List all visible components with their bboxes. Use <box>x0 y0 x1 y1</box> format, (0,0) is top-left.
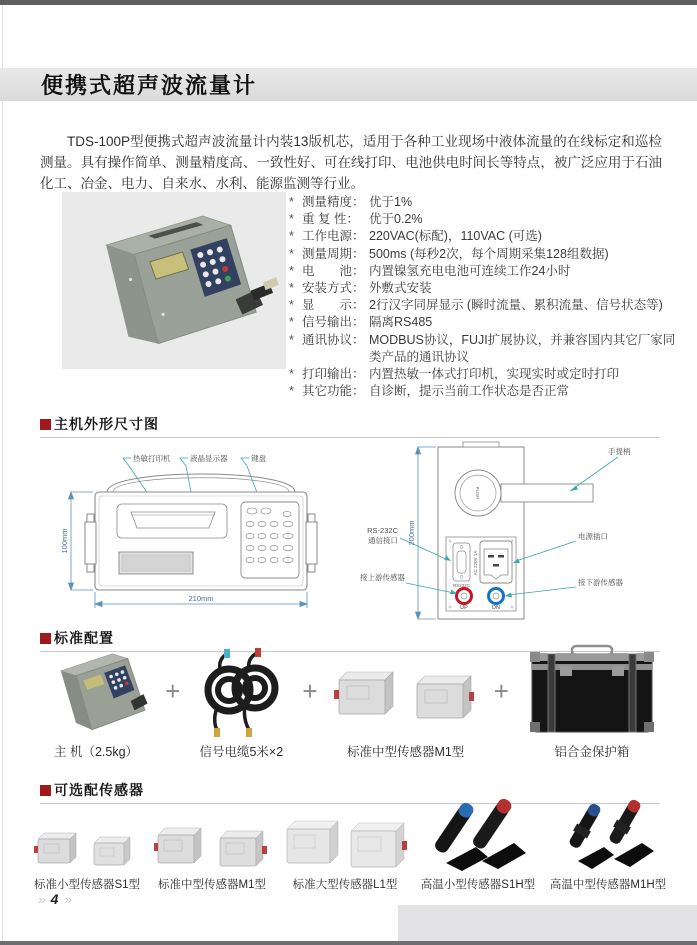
standard-item-main-unit <box>40 648 152 760</box>
spec-row <box>289 314 684 331</box>
spec-label: 重 复 性： <box>302 212 359 227</box>
keypad-callout: 键盘 <box>251 454 266 463</box>
spec-row <box>289 194 684 211</box>
optional-item-m1h <box>548 797 668 892</box>
pager-arrows-left: ›› <box>38 891 45 907</box>
title-band <box>0 68 697 101</box>
section-title: 主机外形尺寸图 <box>54 416 159 432</box>
upstream-callout: 接上游传感器 <box>360 573 405 582</box>
spec-list <box>289 194 684 400</box>
dn-caption: DN <box>492 605 500 611</box>
standard-item-case <box>522 648 662 760</box>
optional-item-l1 <box>282 809 408 892</box>
spec-bullet: * <box>289 229 294 244</box>
spec-label: 打印输出： <box>302 367 365 382</box>
plus-sign: + <box>302 675 318 706</box>
spec-label: 显 示： <box>302 298 365 313</box>
spec-row <box>289 228 684 245</box>
spec-row <box>289 280 684 297</box>
spec-label: 测量周期： <box>302 246 365 261</box>
rear-view-diagram <box>360 437 662 630</box>
optional-item-m1 <box>152 815 272 892</box>
lcd-callout: 液晶显示器 <box>190 454 228 463</box>
spec-value: 内置镍氢充电电池可连续工作24小时 <box>369 263 571 278</box>
printer-callout: 热敏打印机 <box>133 454 171 463</box>
intro-paragraph: TDS-100P型便携式超声波流量计内装13版机芯，适用于各种工业现场中液体流量的在线标定和巡检测量。具有操作简单、测量精度高、一致性好、可在线打印、电池供电时间长等特点，被广泛应用于石油化工、冶金、电力、自来水、水利、能源监测等行业。 <box>40 133 662 191</box>
spec-bullet: * <box>289 281 294 296</box>
spec-row <box>289 246 684 263</box>
page-title: 便携式超声波流量计 <box>41 73 258 98</box>
spec-row <box>289 263 684 280</box>
optional-item-label: 高温中型传感器M1H型 <box>549 879 667 891</box>
cables-image <box>193 648 289 738</box>
spec-value: 220VAC(标配)，110VAC (可选) <box>369 229 542 244</box>
spec-label: 其它功能： <box>302 384 365 399</box>
page-bottom-edge <box>0 941 697 945</box>
sensor-m1h-image <box>548 797 668 873</box>
page-footer <box>38 891 71 907</box>
standard-item-label: 铝合金保护箱 <box>554 745 630 759</box>
optional-item-s1 <box>32 821 142 892</box>
spec-value: MODBUS协议，FUJI扩展协议，并兼容国内其它厂家同类产品的通讯协议 <box>369 332 676 364</box>
page-top-edge <box>0 0 697 5</box>
sensor-l1-image <box>282 809 408 873</box>
page-number: 4 <box>50 891 59 907</box>
optional-item-label: 标准中型传感器M1型 <box>158 879 266 891</box>
front-view-diagram <box>55 444 347 627</box>
pager-arrows-right: ›› <box>64 891 72 907</box>
section-title: 可选配传感器 <box>54 782 144 798</box>
spec-bullet: * <box>289 212 294 227</box>
spec-bullet: * <box>289 195 294 209</box>
up-caption: UP <box>460 605 468 611</box>
standard-item-cables <box>193 648 289 760</box>
page-left-edge <box>2 5 3 941</box>
optional-item-label: 标准小型传感器S1型 <box>33 879 141 891</box>
rs232-callout-line1: RS-232C <box>367 526 398 535</box>
rear-height-dimension: 200mm <box>407 520 416 546</box>
spec-label: 电 池： <box>302 263 365 278</box>
spec-value: 优于1% <box>369 195 413 209</box>
spec-label: 工作电源： <box>302 229 365 244</box>
spec-row <box>289 211 684 228</box>
height-dimension: 100mm <box>60 528 69 554</box>
main-unit-photo-illustration <box>62 192 286 369</box>
product-photo <box>62 192 286 369</box>
spec-label: 安装方式： <box>302 281 365 296</box>
optional-sensors-row <box>32 796 668 892</box>
spec-value: 外敷式安装 <box>369 281 432 296</box>
red-square-icon <box>40 633 51 644</box>
spec-row <box>289 383 684 400</box>
knob-caption: PUSH <box>475 486 480 500</box>
rs232-port-caption: RS232C <box>452 583 471 588</box>
standard-item-sensors <box>331 648 481 760</box>
spec-value: 500ms (每秒2次，每个周期采集128组数据) <box>369 246 609 261</box>
optional-item-s1h <box>418 797 538 892</box>
ac-caption: AC 220V 1A <box>473 550 478 576</box>
sensors-m1-image <box>331 648 481 738</box>
spec-value: 自诊断，提示当前工作状态是否正常 <box>369 384 570 399</box>
spec-bullet: * <box>289 384 294 399</box>
bottom-right-gray-block <box>398 905 697 941</box>
width-dimension: 210mm <box>188 594 214 603</box>
spec-bullet: * <box>289 367 294 382</box>
red-square-icon <box>40 419 51 430</box>
spec-label: 测量精度： <box>302 195 365 209</box>
spec-value: 优于0.2% <box>369 212 423 227</box>
spec-value: 内置热敏一体式打印机，实现实时或定时打印 <box>369 367 620 382</box>
spec-value: 隔离RS485 <box>369 315 433 330</box>
plus-sign: + <box>493 675 509 706</box>
standard-item-label: 主 机（2.5kg） <box>53 745 139 759</box>
handle-callout: 手提柄 <box>608 447 631 456</box>
power-callout: 电源插口 <box>578 532 608 541</box>
section-title: 标准配置 <box>54 630 114 646</box>
optional-item-label: 标准大型传感器L1型 <box>292 879 398 891</box>
optional-item-label: 高温小型传感器S1H型 <box>420 879 536 891</box>
rs232-callout-line2: 通信接口 <box>368 536 398 545</box>
section-header-dimensions <box>40 414 660 438</box>
spec-bullet: * <box>289 298 294 313</box>
standard-config-row <box>40 648 662 760</box>
spec-bullet: * <box>289 315 294 330</box>
spec-label: 通讯协议： <box>302 332 365 347</box>
spec-row <box>289 297 684 314</box>
sensor-s1h-image <box>418 797 538 873</box>
downstream-callout: 接下游传感器 <box>578 578 623 587</box>
spec-bullet: * <box>289 332 294 347</box>
spec-row <box>289 332 684 366</box>
red-square-icon <box>40 785 51 796</box>
standard-item-label: 标准中型传感器M1型 <box>346 745 465 759</box>
spec-row <box>289 366 684 383</box>
standard-item-label: 信号电缆5米×2 <box>199 745 284 759</box>
sensor-m1-image <box>152 815 272 873</box>
spec-value: 2行汉字同屏显示 (瞬时流量、累积流量、信号状态等) <box>369 298 663 313</box>
sensor-s1-image <box>32 821 142 873</box>
case-image <box>522 640 662 738</box>
spec-bullet: * <box>289 246 294 261</box>
spec-bullet: * <box>289 263 294 278</box>
plus-sign: + <box>165 675 181 706</box>
spec-label: 信号输出： <box>302 315 365 330</box>
main-unit-image <box>40 646 152 738</box>
